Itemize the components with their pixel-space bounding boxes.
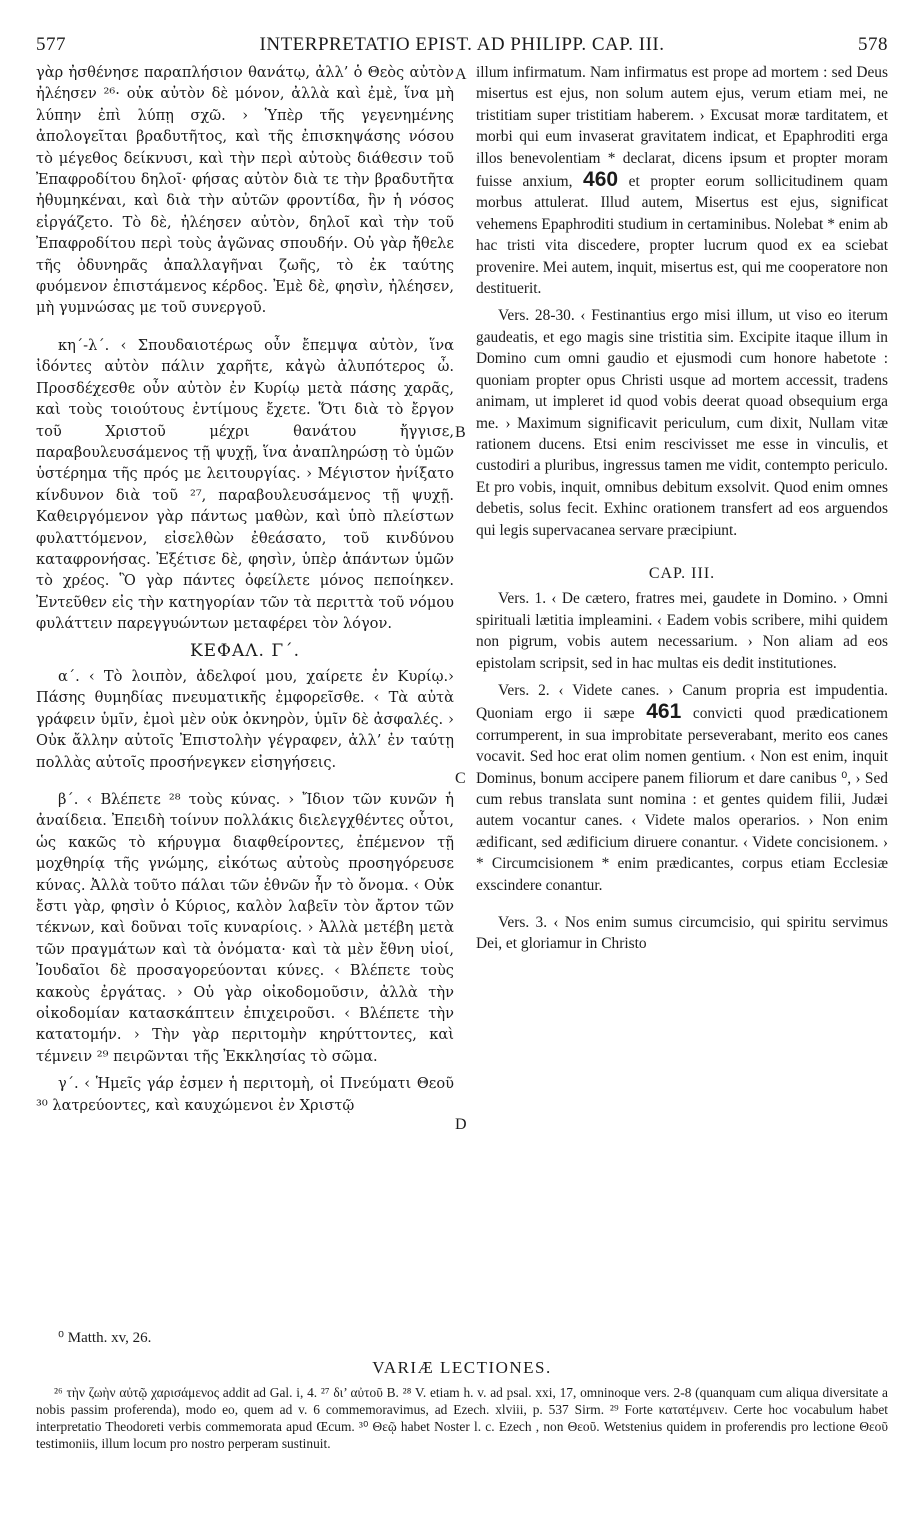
latin-paragraph-5: Vers. 3. ‹ Nos enim sumus circumcisio, qui spiritu servimus Dei, et gloriamur in Christo [476, 914, 888, 953]
greek-paragraph-4: β΄. ‹ Βλέπετε ²⁸ τοὺς κύνας. › Ἴδιον τῶν κυνῶν ἡ ἀναίδεια. Ἐπειδὴ τοίνυν πολλάκις διελεγχθέντες οὗτοι, ὡς κακῶς τὸ κήρυγμα διαφθείροντες, ἐπέμενον τῇ μοχθηρίᾳ τῆς γνώμης, εἰκότως αὐτοὺς προσηγόρευσε κύνας. Ἀλλὰ τοῦτο πάλαι τῶν ἐθνῶν ἦν τὸ ὄνομα. ‹ Οὐκ ἔστι γὰρ, φησὶν ὁ Κύριος, καλὸν λαβεῖν τὸν ἄρτον τῶν τέκνων, καὶ δοῦναι τοῖς κυναρίοις. › Ἀλλὰ μετέβη μετὰ τῶν πραγμάτων καὶ τὰ ὀνόματα· καὶ τὰ μὲν ἔθνη υἱοί, Ἰουδαῖοι δὲ προσαγορεύονται κύνες. ‹ Βλέπετε τοὺς κακοὺς ἐργάτας. › Οὐ γὰρ οἰκοδομοῦσιν, ἀλλὰ τὴν οἰκοδομίαν κατασκάπτειν ἐπιχειροῦσι. ‹ Βλέπετε τὴν κατατομήν. › Τὴν γὰρ περιτομὴν κηρύττοντες, καὶ τέμνειν ²⁹ πειρῶνται τῆς Ἐκκλησίας τὸ σῶμα. [36, 791, 454, 1065]
running-header [36, 34, 888, 56]
greek-paragraph-3: α΄. ‹ Τὸ λοιπὸν, ἀδελφοί μου, χαίρετε ἐν Κυρίῳ.› Πάσης θυμηδίας πνευματικῆς ἐμφορεῖσθε. ‹ Τὰ αὐτὰ γράφειν ὑμῖν, ἐμοὶ μὲν οὐκ ὀκνηρὸν, ὑμῖν δὲ ἀσφαλές. › Οὐκ ἄλλην αὐτοῖς Ἐπιστολὴν γέγραφεν, ἀλλ’ ἐν ταύτῃ πολλὰς αὐτοῖς προσήνεγκεν εἰσηγήσεις. [36, 667, 454, 771]
latin-paragraph-1-cont: et propter eorum sollicitudinem quam morbus attulerat. Illud autem, Misertus est ejus, significat vehemens Epaphroditi studium in certaminibus. Nolebat * enim ab hac tristi vita discedere, propter lucrum quod ex ea sciebat provenire. Mei autem, inquit, misertus est, qui me cooperatore non destituerit. [476, 173, 888, 298]
latin-chapter-heading: CAP. III. [648, 564, 716, 582]
greek-paragraph-5: γ΄. ‹ Ἡμεῖς γάρ ἐσμεν ἡ περιτομὴ, οἱ Πνεύματι Θεοῦ ³⁰ λατρεύοντες, καὶ καυχώμενοι ἐν Χριστῷ [36, 1075, 454, 1114]
margin-letter-b: B [455, 424, 466, 441]
greek-paragraph-2: κη΄-λ΄. ‹ Σπουδαιοτέρως οὖν ἔπεμψα αὐτὸν, ἵνα ἰδόντες αὐτὸν πάλιν χαρῆτε, κἀγὼ ἀλυπότερος ὦ. Προσδέχεσθε οὖν αὐτὸν ἐν Κυρίῳ μετὰ πάσης χαρᾶς, καὶ τοὺς τοιούτους ἐντίμους ἔχετε. Ὅτι διὰ τὸ ἔργον τοῦ Χριστοῦ μέχρι θανάτου ἤγγισε, παραβουλευσάμενος τῇ ψυχῇ, ἵνα ἀναπληρώσῃ τὸ ὑμῶν ὑστέρημα τῆς πρός με λειτουργίας. › Μέγιστον ἠνίξατο κίνδυνον διὰ τοῦ ²⁷, παραβουλευσάμενος τῇ ψυχῇ. Καθειργόμενον γὰρ πάντως μαθὼν, καὶ ὑπὸ πλείστων φυλαττόμενον, εἰσελθὼν ἐθεάσατο, τοῦ κινδύνου καταφρονήσας. Ἐξέτισε δὲ, φησὶν, ὑπὲρ ἁπάντων ὑμῶν τὸ χρέος. Ὃ γὰρ πάντες ὀφείλετε μόνος πεποίηκεν. Ἐντεῦθεν εἰς τὴν κατηγορίαν τῶν τὰ περιττὰ τοῦ νόμου φυλάττειν παρεγγυώντων μεταφέρει τὸν λόγον. [36, 336, 454, 633]
latin-paragraph-4 [476, 680, 888, 896]
variae-lectiones-notes: ²⁶ τὴν ζωὴν αὐτῷ χαρισάμενος addit ad Gal. i, 4. ²⁷ δι’ αὐτοῦ B. ²⁸ V. etiam h. v. ad psal. xxi, 17, omninoque vers. 2-8 (quanquam cum aliqua diversitate a nobis passim proferenda), modo eo, quem ad v. 6 commemoravimus, ad Ezech. xlviii, p. 537 Sirm. ²⁹ Forte κατατέμνειν. Certe hoc vocabulum habet interpretatio Theodoreti verbis commemorata apud Œcum. ³⁰ Θεῷ habet Noster l. c. Ezech , non Θεοῦ. Wetstenius quidem in proferendis pro lectione Θεοῦ testimoniis, illum locum pro nostro perperam sustinuit. [36, 1385, 888, 1451]
running-title: INTERPRETATIO EPIST. AD PHILIPP. CAP. III. [259, 34, 665, 55]
column-number-460: 460 [583, 168, 619, 192]
margin-letter-c: C [455, 770, 466, 787]
latin-column [476, 62, 888, 961]
latin-paragraph-2: Vers. 28-30. ‹ Festinantius ergo misi illum, ut viso eo iterum gaudeatis, et ego magis sine tristitia sim. Excipite itaque illum in Domino cum omni gaudio et ejusmodi cum honore habetote : quoniam propter opus Christi usque ad mortem accessit, tradens animam, ut impleret id quod vobis deerat quoad obsequium erga me. › Maximum significavit periculum, cum dixit, Nullam vitæ rationem ducens. Etsi enim rescivisset me esse in vinculis, et custodiri a pluribus, ingressus tamen me vidit, contempto periculo. Et pro vobis, inquit, omnibus debitum exsolvit. Quod enim omnes debetis, solus fecit. Exhinc orationem transfert ad eos arguendos qui legis supervacanea servare præcipiunt. [476, 307, 888, 539]
latin-paragraph-4-text: Vers. 2. ‹ Videte canes. › Canum propria est impudentia. Quoniam ergo ii sæpe [476, 681, 888, 723]
page-number-right: 578 [858, 34, 888, 55]
footnote-matthew: ⁰ Matth. xv, 26. [58, 1330, 152, 1346]
greek-chapter-heading: ΚΕΦΑΛ. Γ΄. [189, 640, 301, 661]
greek-column [36, 62, 454, 1122]
margin-letter-d: D [455, 1116, 467, 1133]
column-number-461: 461 [646, 700, 682, 724]
latin-paragraph-1 [476, 62, 888, 299]
latin-paragraph-3: Vers. 1. ‹ De cætero, fratres mei, gaudete in Domino. › Omni spirituali lætitia impleamini. ‹ Eadem vobis scribere, mihi quidem non pigrum, vobis autem necessarium. › Non aliam ad eos epistolam scripsit, sed in hac multas eis dedit institutiones. [476, 590, 888, 672]
margin-letter-a: A [455, 66, 467, 83]
page-number-left: 577 [36, 34, 66, 55]
latin-paragraph-4-cont: convicti quod prædicationem corrumperent, in sua improbitate perseverabant, merito eos canes vocavit. Sed hoc erat olim nomen gentium. ‹ Non est enim, inquit Dominus, bonum accipere panem filiorum et dare canibus ⁰, › Sed cum rebus translata sunt nomina : et gentes quidem filii, Judæi autem vocantur canes. ‹ Videte malos operarios. › Non enim ædificant, sed ædificium diruere conantur. ‹ Videte concisionem. › * Circumcisionem * enim prædicantes, corpus etiam Ecclesiæ exscindere conantur. [476, 705, 888, 894]
variae-lectiones-heading: VARIÆ LECTIONES. [372, 1358, 552, 1377]
latin-paragraph-1-text: illum infirmatum. Nam infirmatus est prope ad mortem : sed Deus misertus est ejus, non solum autem ejus, verum etiam mei, ne tristitiam super tristitiam haberem. › Excusat moræ tarditatem, et morbi qui eum invaserat gravitatem indicat, et Epaphroditi erga illos benevolentiam * declarat, dicens ipsum et propter moram fuisse anxium, [476, 64, 888, 191]
greek-paragraph-1: γὰρ ἠσθένησε παραπλήσιον θανάτῳ, ἀλλ’ ὁ Θεὸς αὐτὸν ἠλέησεν ²⁶· οὐκ αὐτὸν δὲ μόνον, ἀλλὰ καὶ ἐμὲ, ἵνα μὴ λύπην ἐπὶ λύπῃ σχῶ. › Ὑπὲρ τῆς γεγενημένης ἀπολογεῖται βραδυτῆτος, καὶ τῆς ἐπισκηψάσης νόσου τὸ μέγεθος δείκνυσι, καὶ τὴν περὶ αὐτοὺς διάθεσιν τοῦ Ἐπαφροδίτου δηλοῖ· φήσας αὐτὸν διὰ τε τὴν βραδυτῆτα ἠθυμηκέναι, καὶ διὰ τὴν αὐτῶν φροντίδα, ἣν ἡ νόσος εἰργάζετο. Τὸ δὲ, ἠλέησεν αὐτὸν, δηλοῖ καὶ τὴν τοῦ Ἐπαφροδίτου περὶ τοὺς ἀγῶνας σπουδήν. Οὐ γὰρ ἤθελε τῆς ὀδυνηρᾶς ἀπαλλαγῆναι ζωῆς, τὸ ἐκ ταύτης φυόμενον ἐπιστάμενος κέρδος. Ἐμὲ δὲ, φησὶν, ἠλέησεν, μὴ γυμνώσας με τοῦ συνεργοῦ. [36, 64, 454, 317]
